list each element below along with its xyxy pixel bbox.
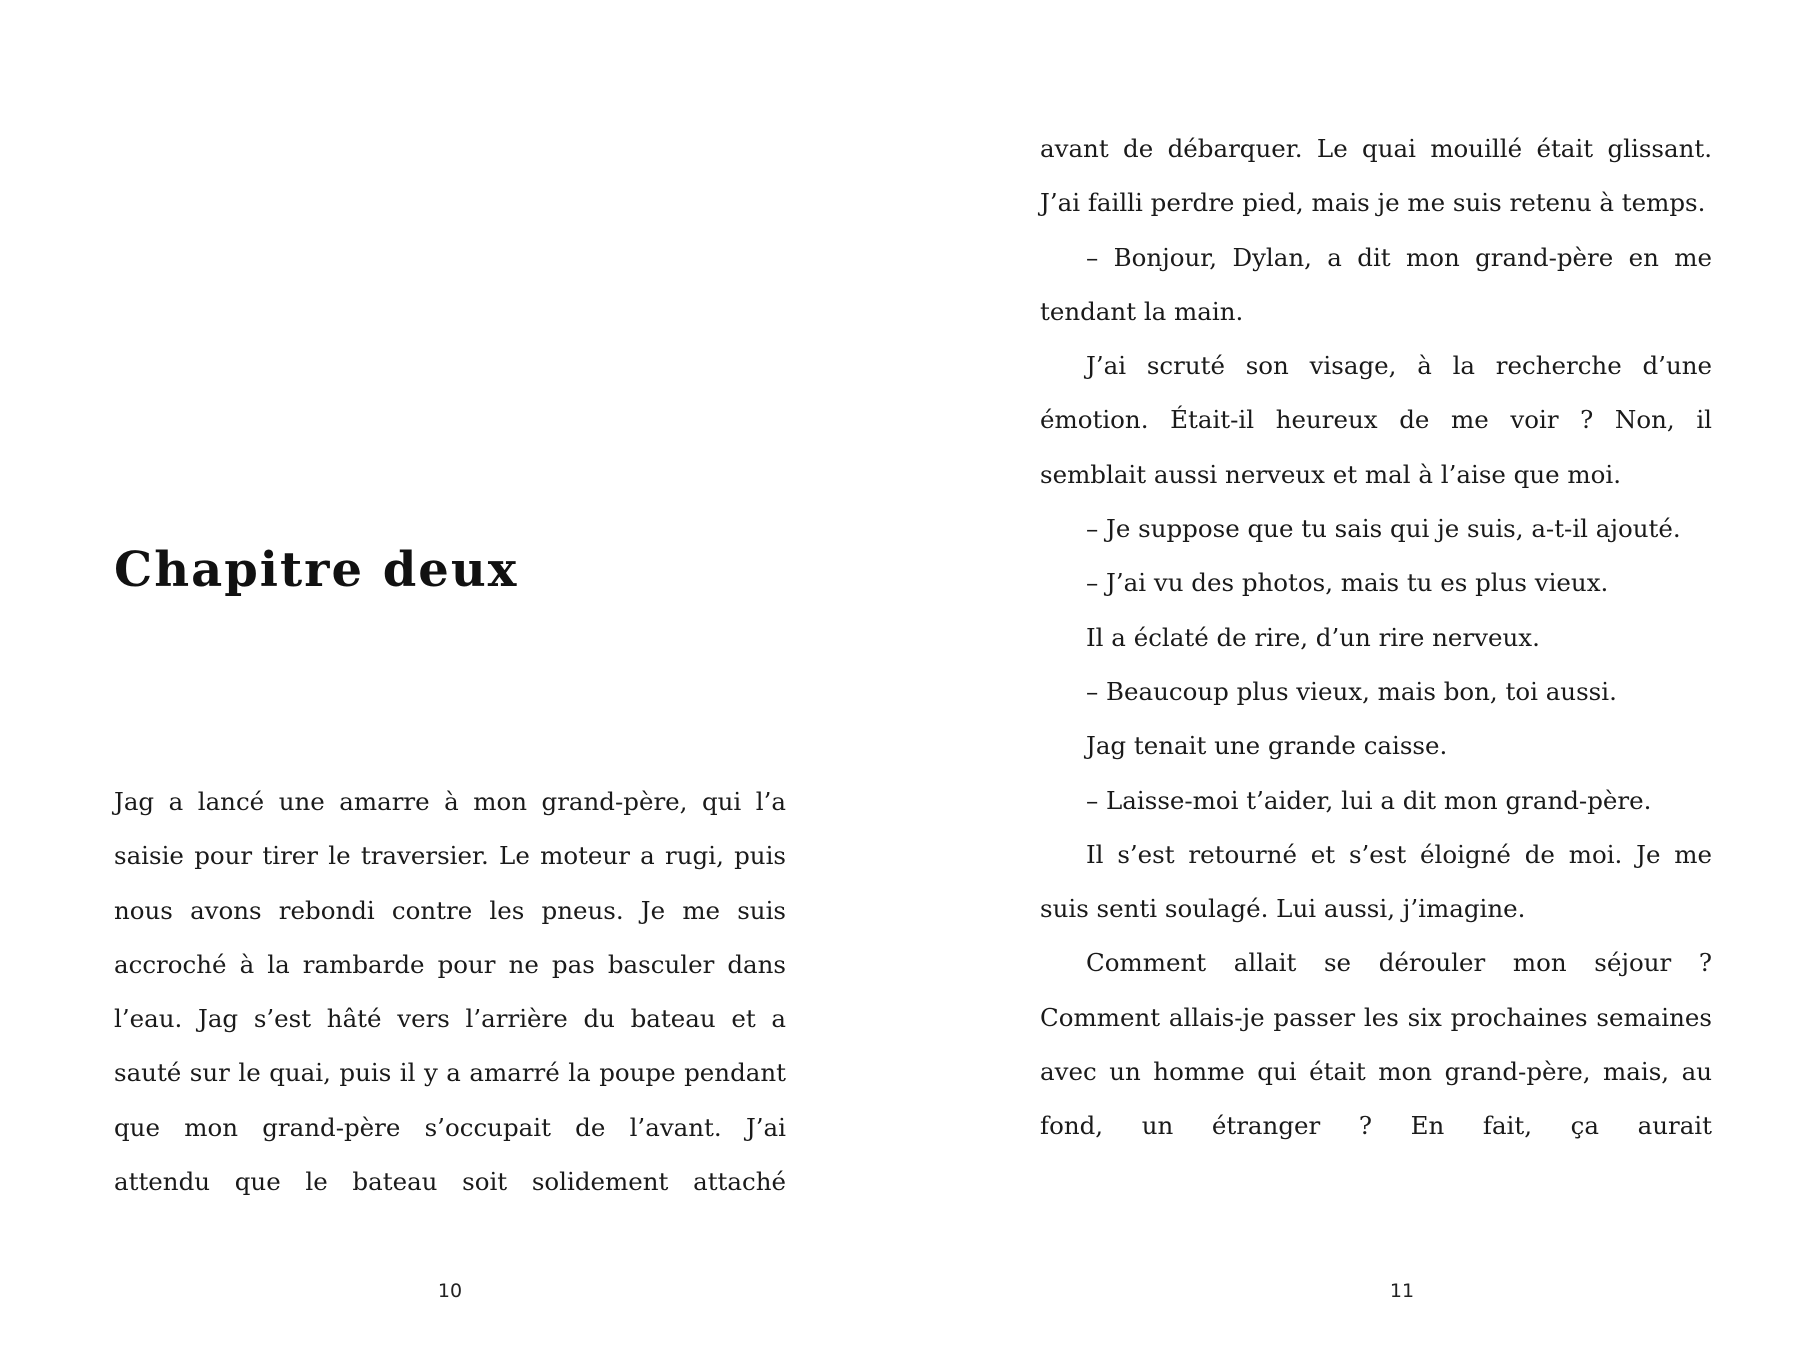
paragraph: Il s’est retourné et s’est éloigné de moi. Je me suis senti soulagé. Lui aussi, j’imagine. xyxy=(1040,839,1712,924)
paragraph: Jag a lancé une amarre à mon grand-père, qui l’a saisie pour tirer le traversier. Le moteur a rugi, puis nous avons rebondi contre les pneus. Je me suis accroché à la rambarde pour ne pas basculer dans l’eau. Jag s’est hâté vers l’arrière du bateau et a sauté sur le quai, puis il y a amarré la poupe pendant que mon grand-père s’occupait de l’avant. J’ai attendu que le bateau soit solidement attaché xyxy=(114,787,786,1197)
page-number: 10 xyxy=(437,1280,463,1302)
paragraph: – Bonjour, Dylan, a dit mon grand-père en me tendant la main. xyxy=(1040,242,1712,326)
paragraph: Il a éclaté de rire, d’un rire nerveux. xyxy=(1086,622,1540,652)
paragraph: Jag tenait une grande caisse. xyxy=(1086,731,1448,761)
paragraph: – Beaucoup plus vieux, mais bon, toi aussi. xyxy=(1086,676,1617,706)
left-page-text xyxy=(114,775,786,1209)
paragraph: J’ai scruté son visage, à la recherche d’une émotion. Était-il heureux de me voir ? Non, il semblait aussi nerveux et mal à l’aise que moi. xyxy=(1040,351,1712,489)
paragraph: – J’ai vu des photos, mais tu es plus vieux. xyxy=(1086,568,1609,598)
paragraph: – Laisse-moi t’aider, lui a dit mon grand-père. xyxy=(1086,785,1652,815)
paragraph: – Je suppose que tu sais qui je suis, a-t-il ajouté. xyxy=(1086,514,1681,544)
right-page-text xyxy=(1040,122,1712,1154)
page-number: 11 xyxy=(1389,1280,1415,1302)
paragraph: Comment allait se dérouler mon séjour ? Comment allais-je passer les six prochaines semaines avec un homme qui était mon grand-père, mais, au fond, un étranger ? En fait, ça aurait xyxy=(1040,948,1712,1141)
paragraph: avant de débarquer. Le quai mouillé était glissant. J’ai failli perdre pied, mais je me suis retenu à temps. xyxy=(1040,134,1712,218)
right-page xyxy=(900,0,1800,1350)
chapter-title: Chapitre deux xyxy=(114,542,519,598)
